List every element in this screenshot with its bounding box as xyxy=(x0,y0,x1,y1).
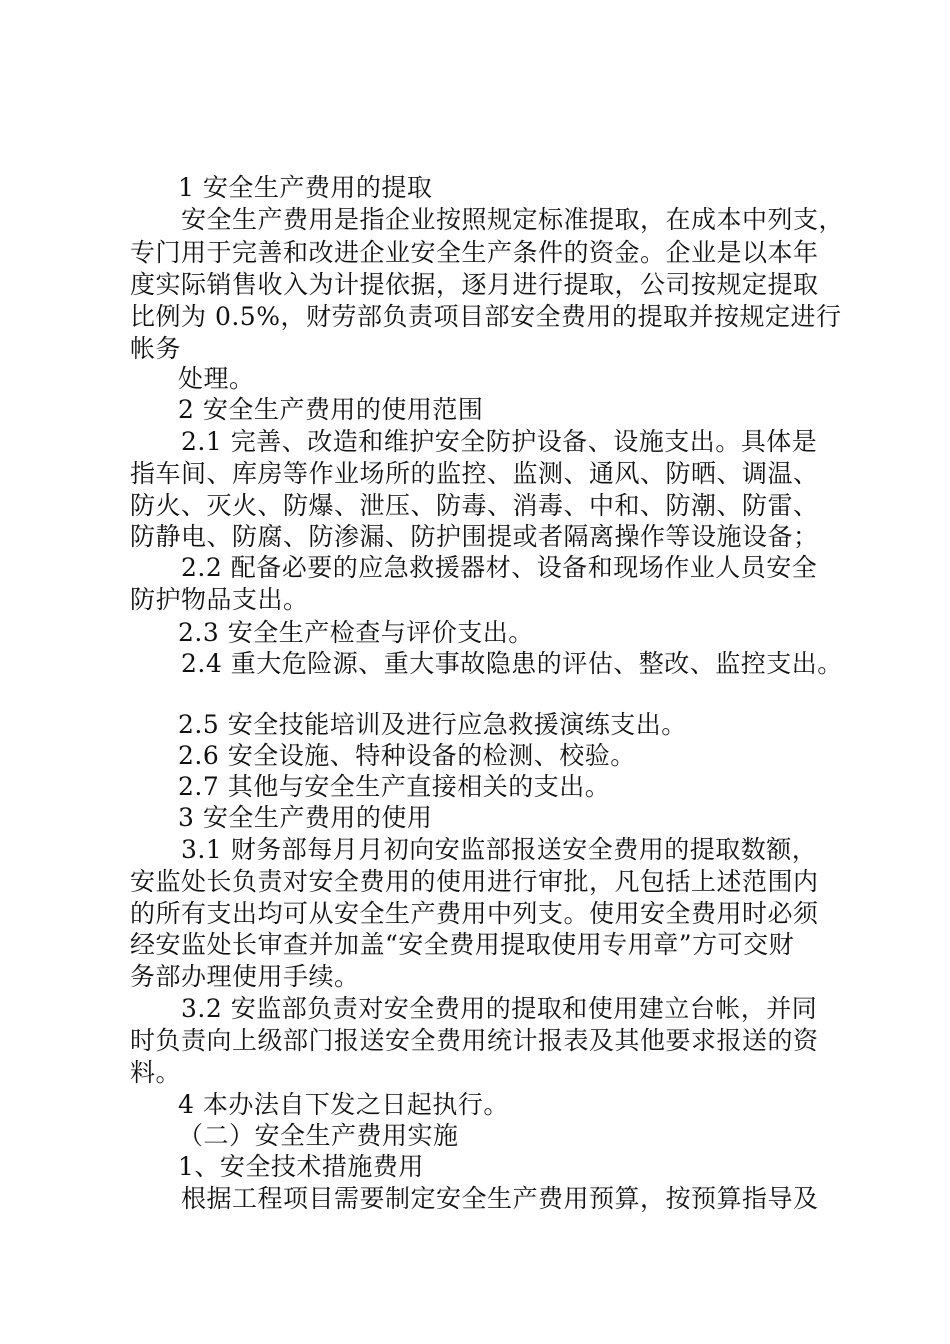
paragraph-line: 2.3 安全生产检查与评价支出。 xyxy=(178,618,534,647)
paragraph-line: 安监处长负责对安全费用的使用进行审批，凡包括上述范围内 xyxy=(130,867,819,896)
paragraph-line: 经安监处长审查并加盖“安全费用提取使用专用章”方可交财 xyxy=(130,930,795,959)
paragraph-line: 防火、灭火、防爆、泄压、防毒、消毒、中和、防潮、防雷、 xyxy=(130,491,819,520)
paragraph-line: 指车间、库房等作业场所的监控、监测、通风、防晒、调温、 xyxy=(130,459,819,488)
section-heading: （二）安全生产费用实施 xyxy=(178,1121,459,1150)
paragraph-line: 度实际销售收入为计提依据，逐月进行提取，公司按规定提取 xyxy=(130,270,819,299)
section-heading: 2 安全生产费用的使用范围 xyxy=(178,395,484,424)
section-heading: 3 安全生产费用的使用 xyxy=(178,803,433,832)
section-heading: 4 本办法自下发之日起执行。 xyxy=(178,1090,509,1119)
paragraph-line: 的所有支出均可从安全生产费用中列支。使用安全费用时必须 xyxy=(130,899,819,928)
paragraph-line: 处理。 xyxy=(178,364,255,393)
paragraph-line: 2.7 其他与安全生产直接相关的支出。 xyxy=(178,772,611,801)
paragraph-line: 3.2 安监部负责对安全费用的提取和使用建立台帐，并同 xyxy=(181,994,818,1023)
paragraph-line: 帐务 xyxy=(130,334,182,363)
paragraph-line: 比例为 0.5%，财劳部负责项目部安全费用的提取并按规定进行 xyxy=(130,302,842,331)
paragraph-line: 料。 xyxy=(130,1058,182,1087)
paragraph-line: 时负责向上级部门报送安全费用统计报表及其他要求报送的资 xyxy=(130,1026,819,1055)
paragraph-line: 2.6 安全设施、特种设备的检测、校验。 xyxy=(178,741,636,770)
paragraph-line: 务部办理使用手续。 xyxy=(130,962,360,991)
paragraph-line: 专门用于完善和改进企业安全生产条件的资金。企业是以本年 xyxy=(130,238,819,267)
paragraph-line: 2.5 安全技能培训及进行应急救援演练支出。 xyxy=(178,710,687,739)
paragraph-line: 2.2 配备必要的应急救援器材、设备和现场作业人员安全 xyxy=(181,553,818,582)
section-heading: 1、安全技术措施费用 xyxy=(178,1152,424,1181)
paragraph-line: 防静电、防腐、防渗漏、防护围提或者隔离操作等设施设备； xyxy=(130,522,819,551)
paragraph-line: 2.4 重大危险源、重大事故隐患的评估、整改、监控支出。 xyxy=(181,649,843,678)
section-heading: 1 安全生产费用的提取 xyxy=(178,173,433,202)
paragraph-line: 防护物品支出。 xyxy=(130,585,309,614)
paragraph-line: 3.1 财务部每月月初向安监部报送安全费用的提取数额， xyxy=(181,835,818,864)
paragraph-line: 2.1 完善、改造和维护安全防护设备、设施支出。具体是 xyxy=(181,427,818,456)
paragraph-line: 根据工程项目需要制定安全生产费用预算，按预算指导及 xyxy=(181,1184,819,1213)
paragraph-line: 安全生产费用是指企业按照规定标准提取，在成本中列支， xyxy=(181,205,845,234)
